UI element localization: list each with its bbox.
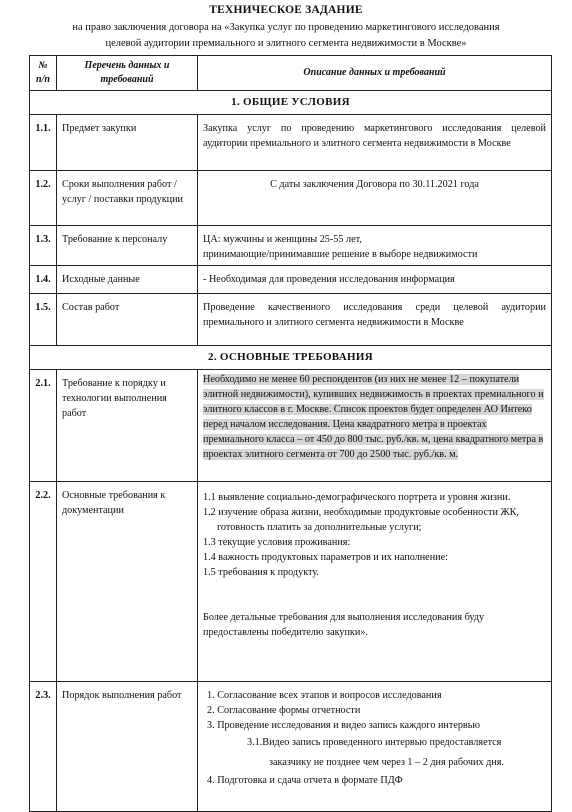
table-row — [30, 482, 552, 682]
list-item: 1.1 выявление социально-демографического портрета и уровня жизни. — [203, 492, 511, 503]
table-row — [30, 226, 552, 266]
list-item: 1.4 важность продуктовых параметров и их наполнение: — [203, 552, 448, 563]
header-num: № п/п — [30, 56, 57, 91]
table-row — [30, 294, 552, 346]
row-name: Предмет закупки — [57, 115, 198, 171]
list-item: 1.2 изучение образа жизни, необходимые продуктовые особенности ЖК, готовность платить за дополнительные услуги; — [203, 507, 519, 533]
section-row — [30, 91, 552, 115]
document-title: ТЕХНИЧЕСКОЕ ЗАДАНИЕ — [209, 4, 363, 16]
row-number: 1.4. — [30, 266, 57, 294]
row-name: Состав работ — [57, 294, 198, 346]
subtitle-line-1: на право заключения договора на «Закупка услуг по проведению маркетингового исследования — [72, 22, 500, 33]
row-description: Закупка услуг по проведению маркетингового исследования целевой аудитории премиального и элитного сегмента недвижимости в Москве — [198, 115, 552, 171]
header-name: Перечень данных и требований — [57, 56, 198, 91]
list-item: 1.3 текущие условия проживания: — [203, 537, 351, 548]
requirements-table — [29, 55, 552, 812]
table-row — [30, 115, 552, 171]
row-number: 1.5. — [30, 294, 57, 346]
row-number: 2.1. — [30, 370, 57, 482]
row-description: - Необходимая для проведения исследования информация — [198, 266, 552, 294]
header-desc: Описание данных и требований — [198, 56, 552, 91]
description-line: принимающие/принимавшие решение в выборе недвижимости — [203, 249, 478, 260]
list-item: 2. Согласование формы отчетности — [207, 705, 361, 716]
row-number: 1.3. — [30, 226, 57, 266]
row-number: 1.1. — [30, 115, 57, 171]
row-description — [198, 226, 552, 266]
table-header-row — [30, 56, 552, 91]
row-name: Требование к персоналу — [57, 226, 198, 266]
list-item: 1.5 требования к продукту. — [203, 567, 319, 578]
sub-list-item: 3.1.Видео запись проведенного интервью предоставляется заказчику не позднее чем через 1 – 2 дня рабочих дня. — [247, 737, 504, 768]
table-row — [30, 682, 552, 812]
table-row — [30, 171, 552, 226]
row-description — [198, 482, 552, 682]
row-number: 2.3. — [30, 682, 57, 812]
row-description: С даты заключения Договора по 30.11.2021 года — [198, 171, 552, 226]
section-title-main: 2. ОСНОВНЫЕ ТРЕБОВАНИЯ — [30, 346, 552, 370]
row-name: Сроки выполнения работ / услуг / поставки продукции — [57, 171, 198, 226]
row-description — [198, 682, 552, 812]
table-row — [30, 370, 552, 482]
description-line: ЦА: мужчины и женщины 25-55 лет, — [203, 234, 362, 245]
row-number: 2.2. — [30, 482, 57, 682]
row-name: Основные требования к документации — [57, 482, 198, 682]
note-text: Более детальные требования для выполнения исследования буду предоставлены победителю закупки». — [203, 612, 485, 638]
table-row — [30, 266, 552, 294]
highlighted-text: Необходимо не менее 60 респондентов (из них не менее 12 – покупатели элитной недвижимости), купивших недвижимость в проектах премиального и элитного классов в г. Москве. Список проектов будет определен АО Интеко перед началом исследования. Цена квадратного метра в проектах премиального класса – от 450 до 800 тыс. руб./кв. м, цена квадратного метра в проектах элитного сегмента от 700 до 2500 тыс. руб./кв. м. — [203, 374, 544, 460]
list-item: 3. Проведение исследования и видео запись каждого интервью — [207, 720, 480, 731]
row-number: 1.2. — [30, 171, 57, 226]
document-subtitle — [0, 20, 572, 52]
row-description — [198, 370, 552, 482]
list-item: 1. Согласование всех этапов и вопросов исследования — [207, 690, 442, 701]
list-item: 4. Подготовка и сдача отчета в формате ПДФ — [207, 775, 403, 786]
subtitle-line-2: целевой аудитории премиального и элитного сегмента недвижимости в Москве» — [105, 38, 467, 49]
row-name: Требование к порядку и технологии выполнения работ — [57, 370, 198, 482]
section-row — [30, 346, 552, 370]
section-title-general: 1. ОБЩИЕ УСЛОВИЯ — [30, 91, 552, 115]
row-description: Проведение качественного исследования среди целевой аудитории премиального и элитного сегмента недвижимости в Москве — [198, 294, 552, 346]
row-name: Исходные данные — [57, 266, 198, 294]
row-name: Порядок выполнения работ — [57, 682, 198, 812]
